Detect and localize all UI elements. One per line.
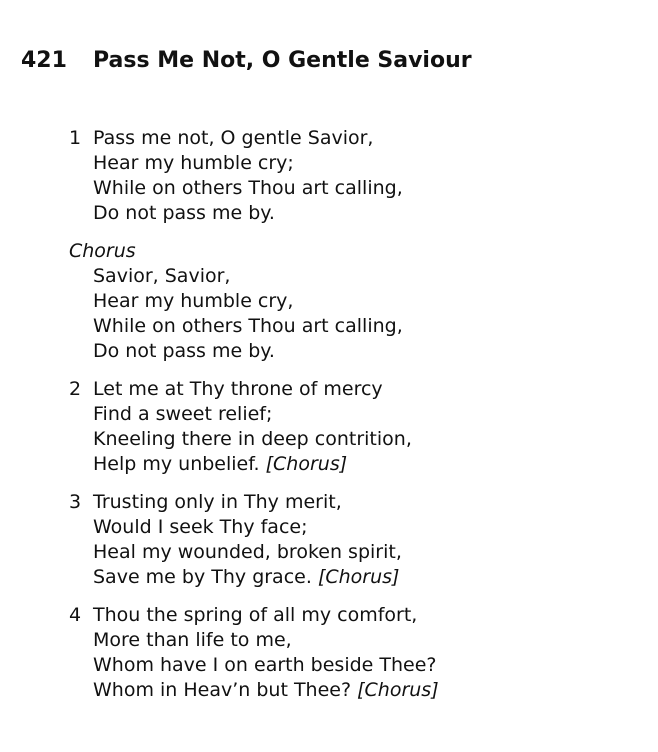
lyric-text: Save me by Thy grace. bbox=[93, 566, 312, 588]
lyrics bbox=[69, 126, 629, 716]
lyric-line: Do not pass me by. bbox=[93, 202, 275, 224]
lyric-line: Trusting only in Thy merit, bbox=[93, 491, 342, 513]
chorus-line: Hear my humble cry, bbox=[93, 290, 294, 312]
lyric-line-with-chorus-ref bbox=[93, 678, 629, 703]
chorus-line: Savior, Savior, bbox=[93, 265, 231, 287]
stanza-lines bbox=[69, 603, 629, 703]
chorus-reference: [Chorus] bbox=[265, 453, 348, 475]
lyric-line: Would I seek Thy face; bbox=[93, 516, 308, 538]
lyric-line: Kneeling there in deep contrition, bbox=[93, 428, 412, 450]
chorus-lines bbox=[69, 264, 629, 364]
stanza-lines bbox=[69, 377, 629, 477]
lyric-line-with-chorus-ref bbox=[93, 452, 629, 477]
stanza-number: 1 bbox=[69, 127, 82, 149]
stanza-lines bbox=[69, 490, 629, 590]
chorus bbox=[69, 239, 629, 364]
hymn-title: Pass Me Not, O Gentle Saviour bbox=[93, 48, 472, 73]
stanza-3 bbox=[69, 490, 629, 590]
stanza-number: 3 bbox=[69, 491, 82, 513]
lyric-line-with-chorus-ref bbox=[93, 565, 629, 590]
lyric-line: Heal my wounded, broken spirit, bbox=[93, 541, 402, 563]
lyric-line: Whom have I on earth beside Thee? bbox=[93, 654, 437, 676]
hymn-heading bbox=[21, 46, 472, 76]
lyric-line: While on others Thou art calling, bbox=[93, 177, 403, 199]
stanza-1 bbox=[69, 126, 629, 226]
lyric-line: Let me at Thy throne of mercy bbox=[93, 378, 383, 400]
lyric-text: Help my unbelief. bbox=[93, 453, 260, 475]
chorus-reference: [Chorus] bbox=[317, 566, 400, 588]
hymn-number: 421 bbox=[21, 48, 67, 73]
lyric-text: Whom in Heav’n but Thee? bbox=[93, 679, 352, 701]
chorus-reference: [Chorus] bbox=[357, 679, 439, 701]
lyric-line: Pass me not, O gentle Savior, bbox=[93, 127, 374, 149]
stanza-4 bbox=[69, 603, 629, 703]
stanza-2 bbox=[69, 377, 629, 477]
stanza-number: 2 bbox=[69, 378, 82, 400]
chorus-line: Do not pass me by. bbox=[93, 340, 275, 362]
chorus-label: Chorus bbox=[69, 240, 136, 262]
lyric-line: More than life to me, bbox=[93, 629, 292, 651]
lyric-line: Hear my humble cry; bbox=[93, 152, 294, 174]
stanza-lines bbox=[69, 126, 629, 226]
lyric-line: Thou the spring of all my comfort, bbox=[93, 604, 418, 626]
lyric-line: Find a sweet relief; bbox=[93, 403, 273, 425]
chorus-line: While on others Thou art calling, bbox=[93, 315, 403, 337]
stanza-number: 4 bbox=[69, 604, 82, 626]
